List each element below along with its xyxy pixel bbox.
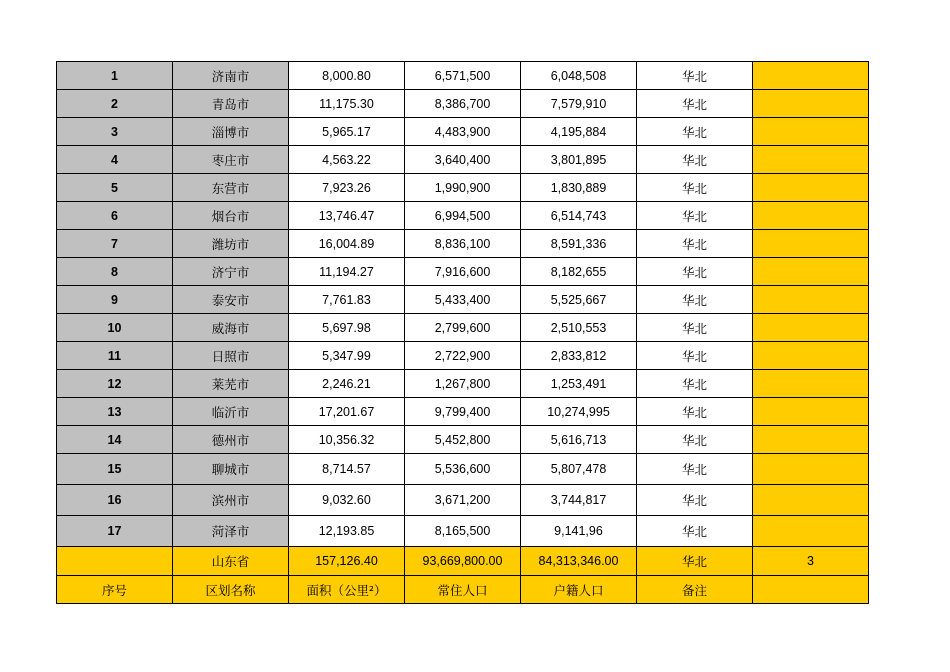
resident-cell[interactable]: 5,452,800 bbox=[405, 426, 521, 454]
resident-cell[interactable]: 1,267,800 bbox=[405, 370, 521, 398]
table-row bbox=[57, 118, 869, 146]
header-area-cell[interactable]: 面积（公里²） bbox=[289, 576, 405, 604]
header-resident-cell[interactable]: 常住人口 bbox=[405, 576, 521, 604]
header-registered-cell[interactable]: 户籍人口 bbox=[521, 576, 637, 604]
area-cell[interactable]: 5,347.99 bbox=[289, 342, 405, 370]
name-cell[interactable]: 潍坊市 bbox=[173, 230, 289, 258]
idx-cell[interactable]: 12 bbox=[57, 370, 173, 398]
total-registered-cell[interactable]: 84,313,346.00 bbox=[521, 547, 637, 576]
flag-cell[interactable] bbox=[753, 90, 869, 118]
note-cell[interactable]: 华北 bbox=[637, 485, 753, 516]
resident-cell[interactable]: 1,990,900 bbox=[405, 174, 521, 202]
note-cell[interactable]: 华北 bbox=[637, 454, 753, 485]
area-cell[interactable]: 10,356.32 bbox=[289, 426, 405, 454]
table-row bbox=[57, 516, 869, 547]
name-cell[interactable]: 枣庄市 bbox=[173, 146, 289, 174]
flag-cell[interactable] bbox=[753, 174, 869, 202]
note-cell[interactable]: 华北 bbox=[637, 342, 753, 370]
flag-cell[interactable] bbox=[753, 62, 869, 90]
name-cell[interactable]: 烟台市 bbox=[173, 202, 289, 230]
area-cell[interactable]: 7,923.26 bbox=[289, 174, 405, 202]
table-row bbox=[57, 286, 869, 314]
registered-cell[interactable]: 7,579,910 bbox=[521, 90, 637, 118]
area-cell[interactable]: 2,246.21 bbox=[289, 370, 405, 398]
note-cell[interactable]: 华北 bbox=[637, 258, 753, 286]
registered-cell[interactable]: 1,253,491 bbox=[521, 370, 637, 398]
note-cell[interactable]: 华北 bbox=[637, 314, 753, 342]
note-cell[interactable]: 华北 bbox=[637, 230, 753, 258]
resident-cell[interactable]: 6,994,500 bbox=[405, 202, 521, 230]
name-cell[interactable]: 菏泽市 bbox=[173, 516, 289, 547]
flag-cell[interactable] bbox=[753, 426, 869, 454]
note-cell[interactable]: 华北 bbox=[637, 146, 753, 174]
table-row bbox=[57, 454, 869, 485]
idx-cell[interactable]: 13 bbox=[57, 398, 173, 426]
idx-cell[interactable]: 10 bbox=[57, 314, 173, 342]
name-cell[interactable]: 莱芜市 bbox=[173, 370, 289, 398]
area-cell[interactable]: 8,000.80 bbox=[289, 62, 405, 90]
resident-cell[interactable]: 6,571,500 bbox=[405, 62, 521, 90]
registered-cell[interactable]: 6,514,743 bbox=[521, 202, 637, 230]
registered-cell[interactable]: 5,616,713 bbox=[521, 426, 637, 454]
name-cell[interactable]: 青岛市 bbox=[173, 90, 289, 118]
name-cell[interactable]: 泰安市 bbox=[173, 286, 289, 314]
area-cell[interactable]: 7,761.83 bbox=[289, 286, 405, 314]
note-cell[interactable]: 华北 bbox=[637, 426, 753, 454]
header-name-cell[interactable]: 区划名称 bbox=[173, 576, 289, 604]
resident-cell[interactable]: 8,165,500 bbox=[405, 516, 521, 547]
header-row bbox=[57, 576, 869, 604]
registered-cell[interactable]: 3,744,817 bbox=[521, 485, 637, 516]
total-resident-cell[interactable]: 93,669,800.00 bbox=[405, 547, 521, 576]
idx-cell[interactable]: 5 bbox=[57, 174, 173, 202]
resident-cell[interactable]: 2,799,600 bbox=[405, 314, 521, 342]
idx-cell[interactable]: 11 bbox=[57, 342, 173, 370]
registered-cell[interactable]: 8,591,336 bbox=[521, 230, 637, 258]
header-note-cell[interactable]: 备注 bbox=[637, 576, 753, 604]
resident-cell[interactable]: 9,799,400 bbox=[405, 398, 521, 426]
table-row bbox=[57, 370, 869, 398]
area-cell[interactable]: 16,004.89 bbox=[289, 230, 405, 258]
note-cell[interactable]: 华北 bbox=[637, 90, 753, 118]
flag-cell[interactable] bbox=[753, 146, 869, 174]
idx-cell[interactable]: 3 bbox=[57, 118, 173, 146]
area-cell[interactable]: 12,193.85 bbox=[289, 516, 405, 547]
name-cell[interactable]: 济南市 bbox=[173, 62, 289, 90]
area-cell[interactable]: 8,714.57 bbox=[289, 454, 405, 485]
flag-cell[interactable] bbox=[753, 230, 869, 258]
registered-cell[interactable]: 10,274,995 bbox=[521, 398, 637, 426]
registered-cell[interactable]: 6,048,508 bbox=[521, 62, 637, 90]
table-footer bbox=[57, 547, 869, 604]
resident-cell[interactable]: 2,722,900 bbox=[405, 342, 521, 370]
registered-cell[interactable]: 5,525,667 bbox=[521, 286, 637, 314]
flag-cell[interactable] bbox=[753, 370, 869, 398]
table-row bbox=[57, 146, 869, 174]
idx-cell[interactable]: 2 bbox=[57, 90, 173, 118]
name-cell[interactable]: 临沂市 bbox=[173, 398, 289, 426]
resident-cell[interactable]: 7,916,600 bbox=[405, 258, 521, 286]
area-cell[interactable]: 5,697.98 bbox=[289, 314, 405, 342]
area-cell[interactable]: 5,965.17 bbox=[289, 118, 405, 146]
resident-cell[interactable]: 4,483,900 bbox=[405, 118, 521, 146]
total-row bbox=[57, 547, 869, 576]
registered-cell[interactable]: 4,195,884 bbox=[521, 118, 637, 146]
total-note-cell[interactable]: 华北 bbox=[637, 547, 753, 576]
registered-cell[interactable]: 2,833,812 bbox=[521, 342, 637, 370]
idx-cell[interactable]: 9 bbox=[57, 286, 173, 314]
area-cell[interactable]: 13,746.47 bbox=[289, 202, 405, 230]
total-flag-cell[interactable]: 3 bbox=[753, 547, 869, 576]
flag-cell[interactable] bbox=[753, 342, 869, 370]
flag-cell[interactable] bbox=[753, 454, 869, 485]
table-row bbox=[57, 398, 869, 426]
total-idx-cell[interactable] bbox=[57, 547, 173, 576]
city-data-table bbox=[56, 61, 869, 604]
note-cell[interactable]: 华北 bbox=[637, 62, 753, 90]
note-cell[interactable]: 华北 bbox=[637, 118, 753, 146]
table-row bbox=[57, 485, 869, 516]
flag-cell[interactable] bbox=[753, 258, 869, 286]
idx-cell[interactable]: 15 bbox=[57, 454, 173, 485]
resident-cell[interactable]: 3,671,200 bbox=[405, 485, 521, 516]
registered-cell[interactable]: 1,830,889 bbox=[521, 174, 637, 202]
table-row bbox=[57, 426, 869, 454]
area-cell[interactable]: 11,175.30 bbox=[289, 90, 405, 118]
note-cell[interactable]: 华北 bbox=[637, 398, 753, 426]
idx-cell[interactable]: 16 bbox=[57, 485, 173, 516]
idx-cell[interactable]: 4 bbox=[57, 146, 173, 174]
table-row bbox=[57, 90, 869, 118]
resident-cell[interactable]: 3,640,400 bbox=[405, 146, 521, 174]
area-cell[interactable]: 9,032.60 bbox=[289, 485, 405, 516]
flag-cell[interactable] bbox=[753, 118, 869, 146]
registered-cell[interactable]: 3,801,895 bbox=[521, 146, 637, 174]
name-cell[interactable]: 德州市 bbox=[173, 426, 289, 454]
resident-cell[interactable]: 5,536,600 bbox=[405, 454, 521, 485]
idx-cell[interactable]: 14 bbox=[57, 426, 173, 454]
area-cell[interactable]: 17,201.67 bbox=[289, 398, 405, 426]
note-cell[interactable]: 华北 bbox=[637, 516, 753, 547]
name-cell[interactable]: 聊城市 bbox=[173, 454, 289, 485]
header-flag-cell[interactable] bbox=[753, 576, 869, 604]
name-cell[interactable]: 济宁市 bbox=[173, 258, 289, 286]
table-row bbox=[57, 174, 869, 202]
flag-cell[interactable] bbox=[753, 202, 869, 230]
flag-cell[interactable] bbox=[753, 286, 869, 314]
idx-cell[interactable]: 17 bbox=[57, 516, 173, 547]
name-cell[interactable]: 滨州市 bbox=[173, 485, 289, 516]
note-cell[interactable]: 华北 bbox=[637, 202, 753, 230]
name-cell[interactable]: 日照市 bbox=[173, 342, 289, 370]
table-row bbox=[57, 342, 869, 370]
flag-cell[interactable] bbox=[753, 485, 869, 516]
idx-cell[interactable]: 8 bbox=[57, 258, 173, 286]
table-row bbox=[57, 62, 869, 90]
table-row bbox=[57, 230, 869, 258]
idx-cell[interactable]: 1 bbox=[57, 62, 173, 90]
registered-cell[interactable]: 2,510,553 bbox=[521, 314, 637, 342]
idx-cell[interactable]: 7 bbox=[57, 230, 173, 258]
flag-cell[interactable] bbox=[753, 516, 869, 547]
registered-cell[interactable]: 9,141,96 bbox=[521, 516, 637, 547]
flag-cell[interactable] bbox=[753, 314, 869, 342]
note-cell[interactable]: 华北 bbox=[637, 370, 753, 398]
area-cell[interactable]: 11,194.27 bbox=[289, 258, 405, 286]
flag-cell[interactable] bbox=[753, 398, 869, 426]
idx-cell[interactable]: 6 bbox=[57, 202, 173, 230]
resident-cell[interactable]: 8,386,700 bbox=[405, 90, 521, 118]
name-cell[interactable]: 淄博市 bbox=[173, 118, 289, 146]
table-row bbox=[57, 258, 869, 286]
resident-cell[interactable]: 8,836,100 bbox=[405, 230, 521, 258]
table-row bbox=[57, 314, 869, 342]
total-name-cell[interactable]: 山东省 bbox=[173, 547, 289, 576]
note-cell[interactable]: 华北 bbox=[637, 286, 753, 314]
name-cell[interactable]: 威海市 bbox=[173, 314, 289, 342]
resident-cell[interactable]: 5,433,400 bbox=[405, 286, 521, 314]
registered-cell[interactable]: 5,807,478 bbox=[521, 454, 637, 485]
note-cell[interactable]: 华北 bbox=[637, 174, 753, 202]
table-row bbox=[57, 202, 869, 230]
total-area-cell[interactable]: 157,126.40 bbox=[289, 547, 405, 576]
header-idx-cell[interactable]: 序号 bbox=[57, 576, 173, 604]
table-body bbox=[57, 62, 869, 547]
name-cell[interactable]: 东营市 bbox=[173, 174, 289, 202]
area-cell[interactable]: 4,563.22 bbox=[289, 146, 405, 174]
registered-cell[interactable]: 8,182,655 bbox=[521, 258, 637, 286]
